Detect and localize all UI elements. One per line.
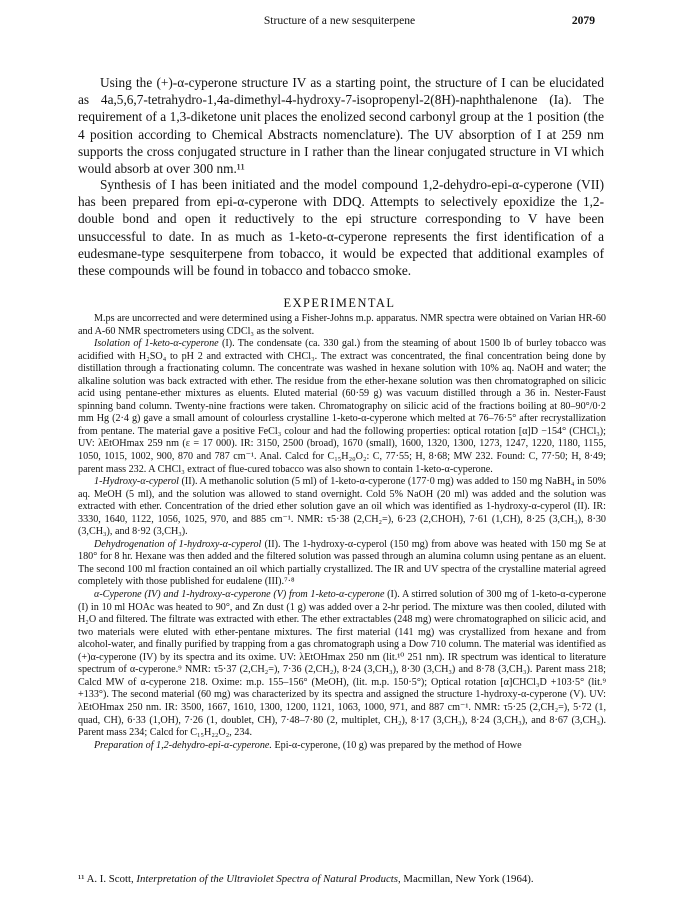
cyperone-paragraph	[78, 589, 606, 740]
paragraph-text: Synthesis of I has been initiated and the model compound 1,2-dehydro-epi-α-cyperone (VII) has been prepared from epi-α-cyperone with DDQ. Attempts to selectively epoxidize the 1,2-double bond and open it reductively to the epi structure corresponding to V have been unsuccessful to date. In as much as 1-keto-α-cyperone represents the first identification of a eudesmane-type sesquiterpene from tobacco, it would be expected that additional examples of these compounds will be found in tobacco and tobacco smoke.	[78, 177, 604, 279]
body-paragraph-2	[78, 176, 604, 279]
footnote-marker: ¹¹	[78, 873, 85, 885]
footnote-book-title: Interpretation of the Ultraviolet Spectra of Natural Products	[136, 873, 398, 885]
cyperone-text: (I). A stirred solution of 300 mg of 1-keto-α-cyperone (I) in 10 ml HOAc was heated to 90°, and Zn dust (1 g) was added over a 2-hr period. The mixture was then cooled, diluted with H₂O and filtered. The filtrate was extracted with ether. The ether extractables (248 mg) were chromatographed on silicic acid, and two materials were eluted with ether-pentane mixtures. The first material (141 mg) was crystallized from hexane and from alcohol-water, and finally purified by trapping from a gas chromatograph using a Dow 710 column. The material was identified as (+)α-cyperone (IV) by its spectra and its oxime. UV: λEtOHmax 250 nm (lit.¹⁰ 251 nm). IR spectrum was identical to literature spectrum of α-cyperone.⁹ NMR: τ5·37 (2,CH₂=), 7·36 (2,CH₂), 8·24 (3,CH₃), 8·30 (3,CH₃) and 8·78 (3,CH₃). Parent mass 218; Calcd MW of α-cyperone 218. Oxime: m.p. 155–156° (MeOH), (lit. m.p. 150·5°); Optical rotation [α]CHCl₃D +103·5° (lit.⁹ +133°). The second material (60 mg) was characterized by its spectra and assigned the structure 1-hydroxy-α-cyperone (V). UV: λEtOHmax 250 nm. IR: 3500, 1667, 1610, 1300, 1200, 1121, 1063, 1000, 971, and 887 cm⁻¹. NMR: τ5·25 (2,CH₂=), 5·72 (1, quad, CH), 6·33 (1,OH), 7·26 (1, doublet, CH), 7·48–7·80 (2, multiplet, CH₂), 8·17 (3,CH₃), 8·24 (3,CH₃), and 8·67 (3,CH₃). Parent mass 234; Calcd for C₁₅H₂₂O₂, 234.	[78, 589, 606, 739]
body-paragraph-1	[78, 74, 604, 177]
dehydrogenation-text: (II). The 1-hydroxy-α-cyperol (150 mg) from above was heated with 150 mg Se at 180° for 8 hr. Hexane was then added and the filtered solution was passed through an alumina column using pentane as an eluent. The second 100 ml fraction contained an oil which partially crystallized. The IR and UV spectra of the crystalline material agreed completely with those published for eudalene (III).⁷·⁸	[78, 538, 606, 588]
experimental-intro: M.ps are uncorrected and were determined using a Fisher-Johns m.p. apparatus. NMR spectra were obtained on Varian HR-60 and A-60 NMR spectrometers using CDCl₃ as the solvent.	[78, 313, 606, 337]
preparation-paragraph	[78, 740, 606, 753]
hydroxy-text: (II). A methanolic solution (5 ml) of 1-keto-α-cyperone (177·0 mg) was added to 150 mg NaBH₄ in 50% aq. MeOH (5 ml), and the solution was allowed to stand overnight. Cold 5% NaOH (20 ml) was added and the solution was extracted with ether. Concentration of the dried ether solution gave an oil which was identified as 1-hydroxy-α-cyperol (II). IR: 3330, 1640, 1122, 1056, 1025, 970, and 885 cm⁻¹. NMR: τ5·38 (2,CH₂=), 6·23 (2,CHOH), 7·61 (1,CH), 8·25 (3,CH₃), 8·30 (3,CH₃), and 8·92 (3,CH₃).	[78, 476, 606, 538]
hydroxy-paragraph	[78, 476, 606, 539]
cyperone-title: α-Cyperone (IV) and 1-hydroxy-α-cyperone (V) from 1-keto-α-cyperone	[94, 589, 385, 601]
footnote-publisher: , Macmillan, New York (1964).	[397, 873, 534, 885]
page-header	[84, 14, 595, 30]
hydroxy-title: 1-Hydroxy-α-cyperol	[94, 476, 179, 488]
running-title: Structure of a new sesquiterpene	[263, 14, 416, 27]
page-number: 2079	[571, 14, 595, 27]
footnote-author: A. I. Scott,	[84, 873, 137, 885]
section-heading: EXPERIMENTAL	[283, 296, 396, 310]
isolation-text: (I). The condensate (ca. 330 gal.) from the steaming of about 1500 lb of burley tobacco was acidified with H₂SO₄ to pH 2 and extracted with CHCl₃. The extract was concentrated, the final concentration being done by distillation through a fractionating column. The concentrate was washed in hexane solution with 10% aq. NaOH and water; the alkaline solution was back extracted with ether. The residue from the ether-hexane solution was then chromatographed on silicic acid using pentane-ether mixtures as eluents. Eluted material (60·59 g) was vacuum distilled through a 36 in. Nester-Faust spinning band column. Twenty-nine fractions were taken. Chromatography on silicic acid of the fractions boiling at 80–90°/0·2 mm Hg (2·4 g) gave a small amount of colourless crystalline 1-keto-α-cyperone which melted at 76–76·5° after recrystallization from pentane. The material gave a positive FeCl₃ colour and had the following properties: optical rotation [α]D −154° (CHCl₃); UV: λEtOHmax 259 nm (ε = 17 000). IR: 3150, 2500 (broad), 1670 (small), 1600, 1320, 1300, 1273, 1247, 1220, 1180, 1155, 1050, 1015, 1002, 900, 870 and 787 cm⁻¹. Anal. Calcd for C₁₅H₂₀O₂: C, 77·55; H, 8·68; MW 232. Found: C, 77·50; H, 8·49; parent mass 232. A CHCl₃ extract of flue-cured tobacco was also shown to contain 1-keto-α-cyperone.	[78, 338, 606, 475]
isolation-paragraph	[78, 338, 606, 476]
preparation-text: Epi-α-cyperone, (10 g) was prepared by the method of Howe	[271, 739, 522, 751]
dehydrogenation-title: Dehydrogenation of 1-hydroxy-α-cyperol	[94, 538, 262, 550]
paragraph-text: Using the (+)-α-cyperone structure IV as a starting point, the structure of I can be elucidated as 4a,5,6,7-tetrahydro-1,4a-dimethyl-4-hydroxy-7-isopropenyl-2(8H)-naphthalenone (Ia). The requirement of a 1,3-diketone unit places the enolized second carbonyl group at the 1 position (the 4 position according to Chemical Abstracts nomenclature). The UV absorption of I at 259 nm supports the cross conjugated structure in I rather than the linear conjugated structure in VI which would absorb at over 300 nm.¹¹	[78, 75, 604, 177]
dehydrogenation-paragraph	[78, 539, 606, 589]
isolation-title: Isolation of 1-keto-α-cyperone	[94, 338, 219, 350]
experimental-section	[78, 313, 606, 752]
preparation-title: Preparation of 1,2-dehydro-epi-α-cyperone.	[94, 739, 272, 751]
footnote	[78, 873, 606, 886]
